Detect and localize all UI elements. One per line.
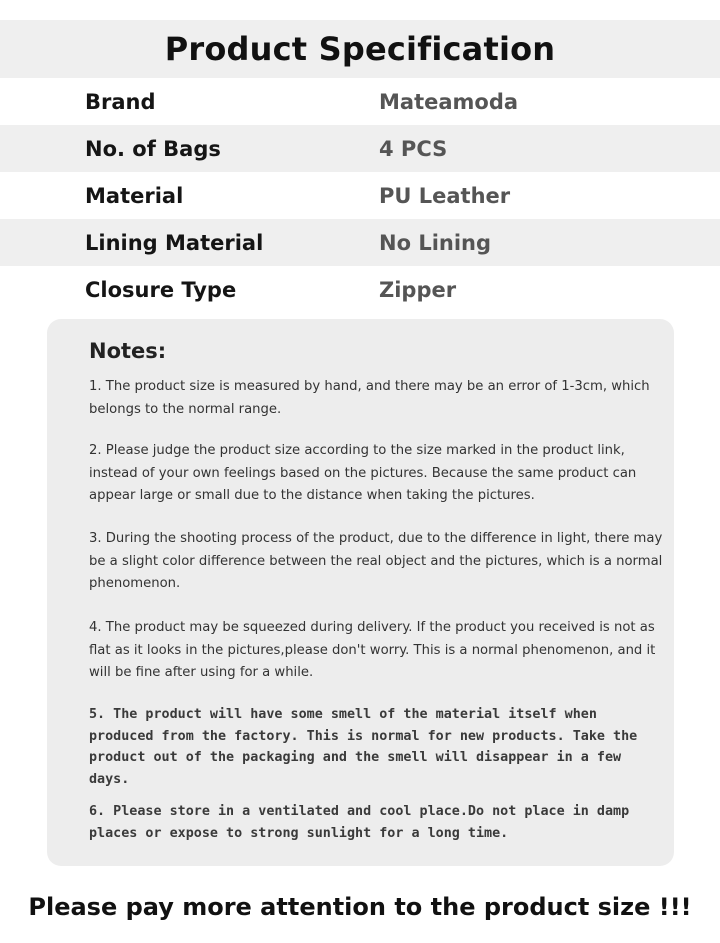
spec-label: Brand xyxy=(85,89,156,114)
note-item: 6. Please store in a ventilated and cool place.Do not place in damp places or expose to strong sunlight for a long time. xyxy=(89,804,630,841)
note-item: 3. During the shooting process of the product, due to the difference in light, there may be a slight color difference between the real object and the pictures, which is a normal phenomenon. xyxy=(89,531,663,591)
spec-label: Closure Type xyxy=(85,277,237,302)
notes-box xyxy=(47,319,674,866)
note-item: 5. The product will have some smell of the material itself when produced from the factory. This is normal for new products. Take the product out of the packaging and the smell will disappear in a few days. xyxy=(89,707,638,787)
page-title: Product Specification xyxy=(164,30,556,68)
footer-notice: Please pay more attention to the product size !!! xyxy=(28,893,692,921)
notes-heading: Notes: xyxy=(89,339,167,363)
spec-value: PU Leather xyxy=(379,183,511,208)
spec-label: Material xyxy=(85,183,184,208)
spec-value: No Lining xyxy=(379,230,492,255)
spec-value: Mateamoda xyxy=(379,89,519,114)
note-item: 2. Please judge the product size according to the size marked in the product link, instead of your own feelings based on the pictures. Because the same product can appear large or small due to the distance when taking the pictures. xyxy=(89,443,637,503)
spec-row-material xyxy=(0,172,720,219)
note-item: 1. The product size is measured by hand, and there may be an error of 1-3cm, which belongs to the normal range. xyxy=(89,379,650,417)
spec-row-closure xyxy=(0,266,720,313)
spec-table xyxy=(0,78,720,313)
spec-value: 4 PCS xyxy=(379,136,448,161)
spec-row-bags xyxy=(0,125,720,172)
title-bar xyxy=(0,20,720,78)
spec-label: No. of Bags xyxy=(85,136,221,161)
spec-value: Zipper xyxy=(379,277,457,302)
spec-row-brand xyxy=(0,78,720,125)
note-item: 4. The product may be squeezed during delivery. If the product you received is not as flat as it looks in the pictures,please don't worry. This is a normal phenomenon, and it will be fine after using for a while. xyxy=(89,620,656,680)
spec-label: Lining Material xyxy=(85,230,264,255)
spec-row-lining xyxy=(0,219,720,266)
